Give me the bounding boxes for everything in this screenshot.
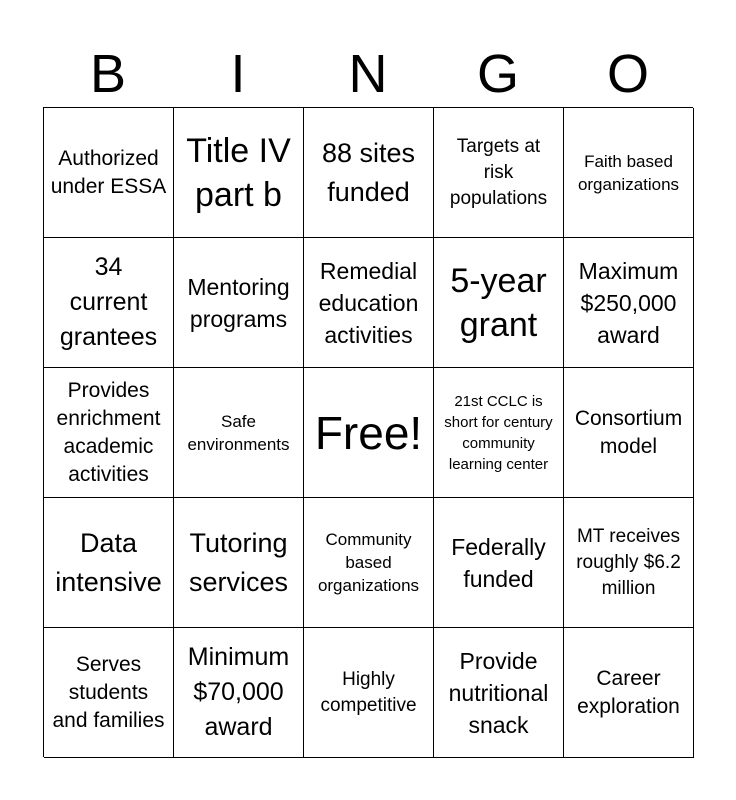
cell-text: Safe environments (187, 411, 290, 454)
bingo-cell[interactable] (304, 368, 434, 498)
bingo-cell[interactable] (434, 108, 564, 238)
header-letter-b: B (89, 44, 127, 104)
bingo-cell[interactable] (564, 368, 694, 498)
cell-text: 34 current grantees (59, 253, 158, 351)
bingo-cell[interactable] (174, 238, 304, 368)
cell-text: Authorized under ESSA (50, 146, 167, 198)
header-letter-i: I (230, 44, 246, 104)
cell-text: Community based organizations (317, 530, 420, 595)
cell-text: Federally funded (451, 533, 546, 592)
cell-text: Serves students and families (52, 652, 165, 732)
cell-text: 21st CCLC is short for century community learning center (444, 392, 553, 473)
bingo-cell[interactable] (44, 368, 174, 498)
cell-text: Data intensive (55, 527, 162, 597)
bingo-cell[interactable] (44, 628, 174, 758)
bingo-board (43, 107, 693, 757)
bingo-cell[interactable] (564, 628, 694, 758)
bingo-header (43, 42, 693, 106)
cell-text: 88 sites funded (321, 137, 416, 207)
header-letter-n: N (348, 44, 388, 104)
cell-text: Faith based organizations (577, 151, 680, 194)
cell-text: Title IV part b (186, 131, 291, 214)
bingo-cell[interactable] (304, 628, 434, 758)
header-letter-g: G (476, 44, 519, 104)
cell-text: Consortium model (574, 406, 683, 458)
bingo-cell[interactable] (564, 498, 694, 628)
cell-text: Remedial education activities (318, 257, 419, 348)
cell-text: Maximum $250,000 award (578, 257, 679, 348)
bingo-cell[interactable] (174, 368, 304, 498)
cell-text: Career exploration (577, 666, 680, 718)
bingo-cell[interactable] (564, 238, 694, 368)
bingo-cell[interactable] (44, 238, 174, 368)
bingo-cell[interactable] (174, 108, 304, 238)
bingo-cell[interactable] (564, 108, 694, 238)
cell-text: MT receives roughly $6.2 million (576, 525, 681, 599)
cell-text: Tutoring services (188, 527, 289, 597)
bingo-cell[interactable] (174, 628, 304, 758)
bingo-cell[interactable] (434, 368, 564, 498)
header-letter-o: O (606, 44, 649, 104)
cell-text: 5-year grant (450, 261, 547, 344)
cell-text: Mentoring programs (187, 273, 290, 332)
bingo-cell[interactable] (44, 108, 174, 238)
cell-text: Targets at risk populations (449, 135, 548, 209)
cell-text: Provides enrichment academic activities (56, 378, 161, 486)
bingo-cell[interactable] (434, 628, 564, 758)
cell-text: Highly competitive (320, 668, 417, 716)
cell-text: Provide nutritional snack (448, 647, 549, 738)
cell-text: Free! (314, 406, 423, 459)
bingo-cell[interactable] (304, 498, 434, 628)
cell-text: Minimum $70,000 award (187, 643, 290, 741)
bingo-cell[interactable] (44, 498, 174, 628)
bingo-cell[interactable] (434, 498, 564, 628)
bingo-cell[interactable] (434, 238, 564, 368)
bingo-cell[interactable] (304, 108, 434, 238)
bingo-cell[interactable] (304, 238, 434, 368)
bingo-cell[interactable] (174, 498, 304, 628)
